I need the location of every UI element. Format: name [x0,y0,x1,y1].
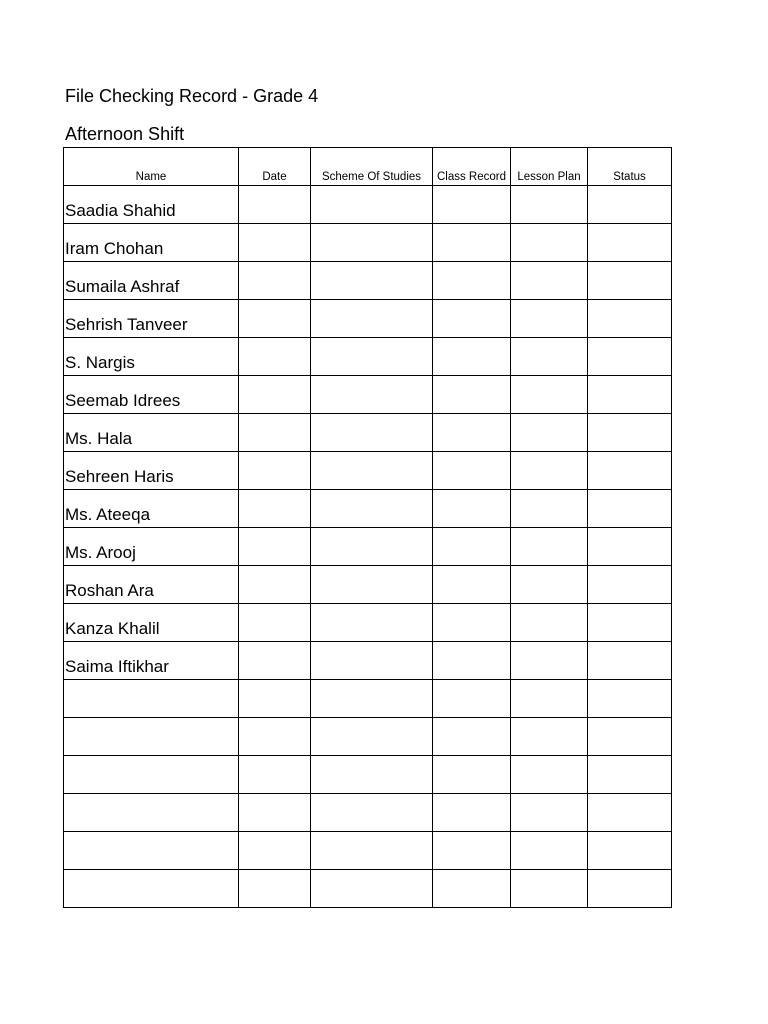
header-status: Status [588,148,672,186]
table-row [64,566,672,604]
lesson-plan-cell [511,794,588,832]
status-cell [588,338,672,376]
class-record-cell [433,832,511,870]
table-row [64,376,672,414]
scheme-of-studies-cell [311,414,433,452]
table-row [64,870,672,908]
name-cell: S. Nargis [64,338,239,376]
status-cell [588,300,672,338]
lesson-plan-cell [511,528,588,566]
status-cell [588,262,672,300]
status-cell [588,186,672,224]
date-cell [239,870,311,908]
name-cell: Iram Chohan [64,224,239,262]
table-row [64,224,672,262]
table-row [64,832,672,870]
table-row [64,262,672,300]
lesson-plan-cell [511,756,588,794]
class-record-cell [433,300,511,338]
name-cell [64,832,239,870]
scheme-of-studies-cell [311,832,433,870]
class-record-cell [433,642,511,680]
table-row [64,452,672,490]
lesson-plan-cell [511,566,588,604]
scheme-of-studies-cell [311,566,433,604]
date-cell [239,414,311,452]
class-record-cell [433,718,511,756]
scheme-of-studies-cell [311,870,433,908]
table-row [64,794,672,832]
status-cell [588,224,672,262]
scheme-of-studies-cell [311,528,433,566]
header-date: Date [239,148,311,186]
lesson-plan-cell [511,376,588,414]
date-cell [239,262,311,300]
status-cell [588,566,672,604]
file-checking-table [63,147,672,908]
scheme-of-studies-cell [311,300,433,338]
date-cell [239,794,311,832]
table-row [64,414,672,452]
class-record-cell [433,604,511,642]
name-cell: Ms. Arooj [64,528,239,566]
status-cell [588,414,672,452]
document-title: File Checking Record - Grade 4 [65,86,319,106]
scheme-of-studies-cell [311,262,433,300]
date-cell [239,300,311,338]
class-record-cell [433,756,511,794]
status-cell [588,870,672,908]
name-cell: Sehreen Haris [64,452,239,490]
name-cell: Roshan Ara [64,566,239,604]
table-row [64,490,672,528]
class-record-cell [433,262,511,300]
header-class-record: Class Record [433,148,511,186]
header-name: Name [64,148,239,186]
date-cell [239,376,311,414]
date-cell [239,832,311,870]
table-header-row [64,148,672,186]
date-cell [239,680,311,718]
class-record-cell [433,680,511,718]
table-row [64,756,672,794]
table-row [64,642,672,680]
name-cell: Ms. Hala [64,414,239,452]
class-record-cell [433,794,511,832]
class-record-cell [433,528,511,566]
lesson-plan-cell [511,718,588,756]
table-row [64,338,672,376]
name-cell [64,794,239,832]
scheme-of-studies-cell [311,338,433,376]
status-cell [588,490,672,528]
lesson-plan-cell [511,832,588,870]
lesson-plan-cell [511,224,588,262]
class-record-cell [433,490,511,528]
table-row [64,300,672,338]
date-cell [239,338,311,376]
lesson-plan-cell [511,604,588,642]
name-cell [64,680,239,718]
table-row [64,528,672,566]
lesson-plan-cell [511,452,588,490]
scheme-of-studies-cell [311,604,433,642]
date-cell [239,566,311,604]
date-cell [239,490,311,528]
shift-subtitle: Afternoon Shift [65,124,185,144]
status-cell [588,794,672,832]
name-cell: Seemab Idrees [64,376,239,414]
lesson-plan-cell [511,262,588,300]
scheme-of-studies-cell [311,224,433,262]
status-cell [588,642,672,680]
class-record-cell [433,566,511,604]
status-cell [588,452,672,490]
scheme-of-studies-cell [311,794,433,832]
class-record-cell [433,338,511,376]
scheme-of-studies-cell [311,756,433,794]
scheme-of-studies-cell [311,642,433,680]
lesson-plan-cell [511,490,588,528]
name-cell [64,718,239,756]
header-scheme-of-studies: Scheme Of Studies [311,148,433,186]
lesson-plan-cell [511,338,588,376]
lesson-plan-cell [511,680,588,718]
scheme-of-studies-cell [311,452,433,490]
date-cell [239,718,311,756]
scheme-of-studies-cell [311,376,433,414]
scheme-of-studies-cell [311,186,433,224]
header-lesson-plan: Lesson Plan [511,148,588,186]
lesson-plan-cell [511,642,588,680]
date-cell [239,756,311,794]
status-cell [588,528,672,566]
table-row [64,680,672,718]
status-cell [588,718,672,756]
status-cell [588,832,672,870]
status-cell [588,604,672,642]
class-record-cell [433,414,511,452]
date-cell [239,642,311,680]
class-record-cell [433,452,511,490]
class-record-cell [433,870,511,908]
table-row [64,186,672,224]
status-cell [588,376,672,414]
name-cell [64,756,239,794]
lesson-plan-cell [511,186,588,224]
name-cell: Sumaila Ashraf [64,262,239,300]
date-cell [239,452,311,490]
class-record-cell [433,186,511,224]
lesson-plan-cell [511,300,588,338]
name-cell: Saadia Shahid [64,186,239,224]
table-row [64,604,672,642]
date-cell [239,604,311,642]
name-cell: Sehrish Tanveer [64,300,239,338]
name-cell: Saima Iftikhar [64,642,239,680]
date-cell [239,224,311,262]
name-cell [64,870,239,908]
date-cell [239,186,311,224]
lesson-plan-cell [511,870,588,908]
status-cell [588,680,672,718]
scheme-of-studies-cell [311,490,433,528]
lesson-plan-cell [511,414,588,452]
status-cell [588,756,672,794]
class-record-cell [433,376,511,414]
class-record-cell [433,224,511,262]
name-cell: Kanza Khalil [64,604,239,642]
scheme-of-studies-cell [311,680,433,718]
date-cell [239,528,311,566]
name-cell: Ms. Ateeqa [64,490,239,528]
table-body [64,186,672,908]
table-row [64,718,672,756]
scheme-of-studies-cell [311,718,433,756]
